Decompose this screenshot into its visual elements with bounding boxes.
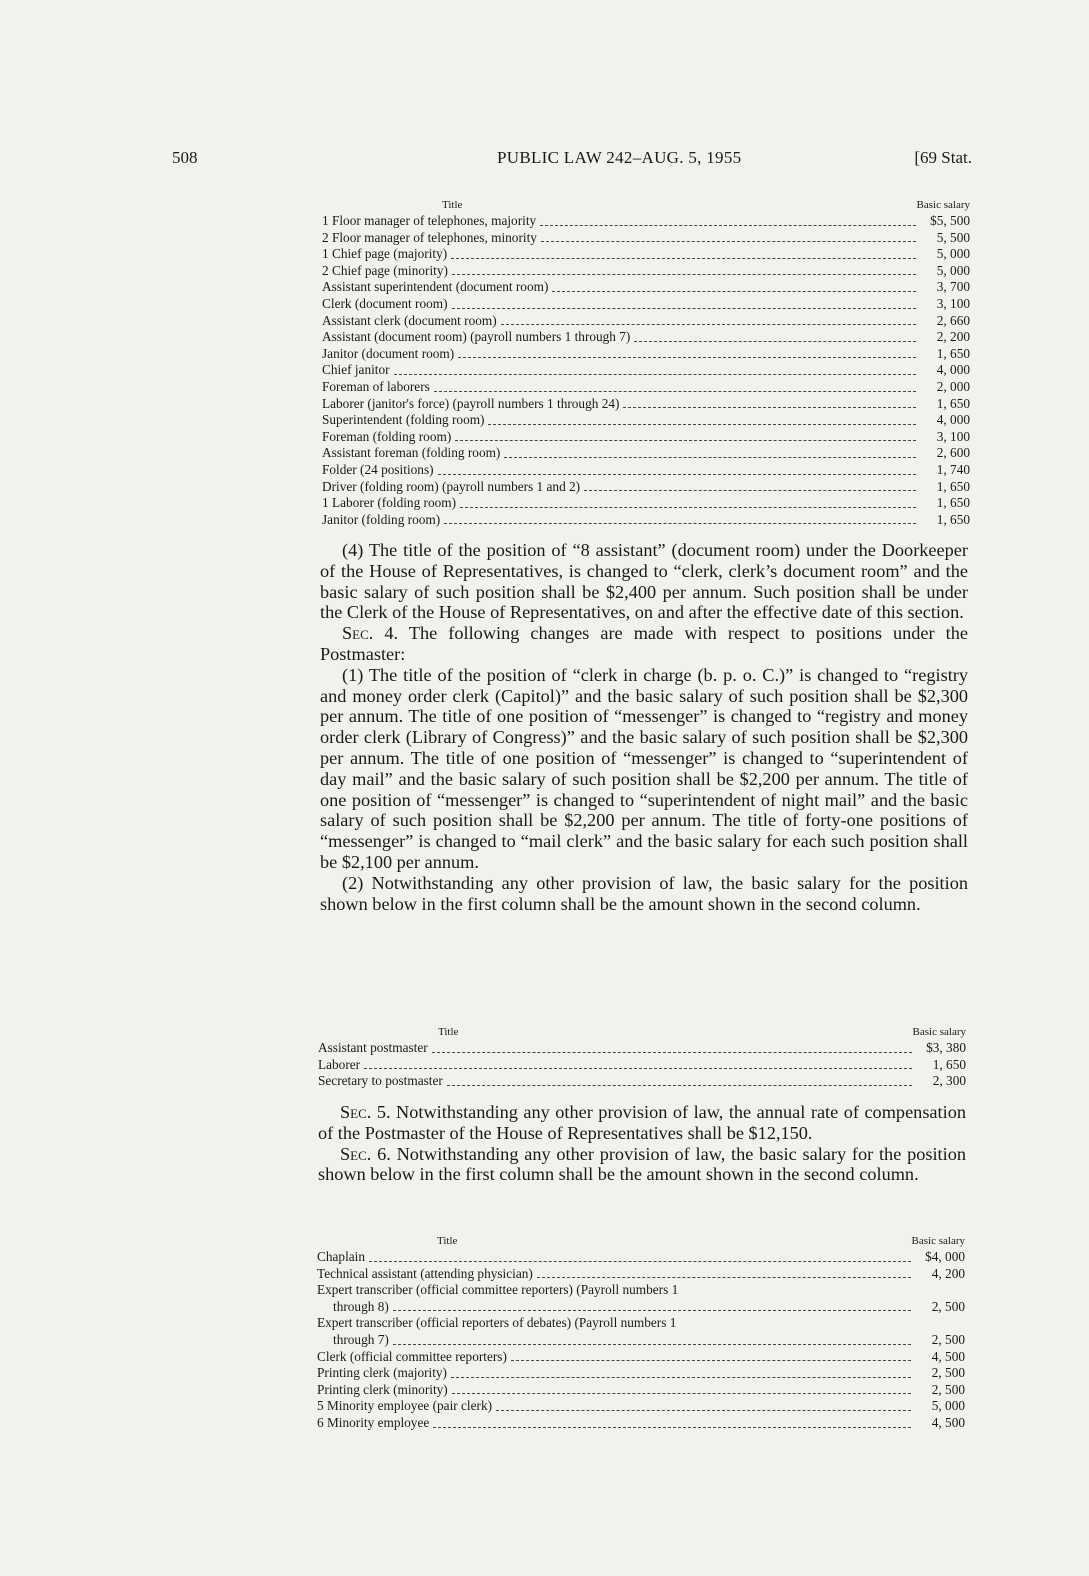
basic-salary: 1, 650 [932,1056,966,1072]
position-title: 1 Laborer (folding room) [322,495,457,511]
basic-salary: 4, 000 [936,362,970,378]
table-row [318,1057,966,1074]
position-title: Chaplain [317,1249,366,1264]
section-6-text: Notwithstanding any other provision of law, the basic salary for the position shown below in the first column shall be the amount shown in the second column. [318,1143,966,1185]
dot-leader [504,457,916,458]
dot-leader [393,1344,911,1345]
table-row [317,1398,965,1415]
table-row [322,246,970,263]
basic-salary: 5, 000 [936,246,970,262]
position-title: Folder (24 positions) [322,461,434,477]
table-row [322,479,970,496]
section-5 [318,1102,966,1144]
position-title: Printing clerk (majority) [317,1365,447,1381]
section-5-text: Notwithstanding any other provision of law, the annual rate of compensation of the Postmaster of the House of Representatives shall be $12,150. [318,1102,966,1143]
table-row [322,445,970,462]
position-title: Printing clerk (minority) [317,1381,448,1397]
position-title: Laborer (janitor's force) (payroll numbers 1 through 24) [322,395,620,411]
dot-leader [451,1377,911,1378]
basic-salary: 5, 500 [936,229,970,245]
basic-salary: 4, 500 [931,1414,965,1430]
basic-salary: 3, 100 [936,295,970,311]
position-title: Assistant clerk (document room) [322,312,497,328]
dot-leader [452,274,916,275]
table-row [322,362,970,379]
table-row [322,279,970,296]
basic-salary: 1, 740 [936,461,970,477]
dot-leader [496,1410,911,1411]
table-row [317,1382,965,1399]
position-title: Driver (folding room) (payroll numbers 1 and 2) [322,478,581,494]
table-row [322,379,970,396]
table-row [317,1349,965,1366]
page-header [172,148,972,172]
dot-leader [432,1052,912,1053]
basic-salary: 2, 500 [931,1331,965,1347]
position-title: Janitor (folding room) [322,511,441,527]
position-title: Foreman (folding room) [322,428,452,444]
position-title: Expert transcriber (official reporters of debates) (Payroll numbers 1 [317,1315,677,1331]
basic-salary: 2, 000 [936,378,970,394]
dot-leader [552,291,916,292]
table-row [322,329,970,346]
salary-table-3 [317,1234,965,1432]
basic-salary: $4, 000 [925,1249,965,1264]
section-6 [318,1144,966,1186]
dot-leader [455,440,916,441]
table-row [317,1282,965,1299]
table-row [318,1073,966,1090]
table-row-continuation [317,1299,965,1316]
dot-leader [460,507,916,508]
dot-leader [537,1277,911,1278]
column-salary-header: Basic salary [912,1026,966,1038]
dot-leader [452,1393,911,1394]
dot-leader [584,490,916,491]
basic-salary: 2, 600 [936,445,970,461]
table-row [322,296,970,313]
position-title: Chief janitor [322,362,390,378]
section-4-paragraph-2: (2) Notwithstanding any other provision of law, the basic salary for the position shown below in the first column shall be the amount shown in the second column. [320,872,968,914]
table-row [322,213,970,230]
dot-leader [433,1427,911,1428]
table-row [318,1040,966,1057]
column-title-header: Title [438,1026,459,1038]
page-number: 508 [172,148,198,167]
position-title: 2 Floor manager of telephones, minority [322,229,537,245]
dot-leader [540,225,916,226]
table-row-continuation [317,1332,965,1349]
table-row [317,1415,965,1432]
section-5-label: Sec. 5. [340,1102,391,1122]
table-header [322,198,970,213]
dot-leader [541,241,916,242]
position-title: Technical assistant (attending physician) [317,1265,533,1281]
section-4 [320,623,968,665]
section-4-label: Sec. 4. [342,623,399,644]
salary-table-2 [318,1025,966,1090]
table-header [317,1234,965,1249]
basic-salary: 1, 650 [936,495,970,511]
sections-5-6-block [318,1102,966,1185]
basic-salary: 3, 100 [936,428,970,444]
dot-leader [444,523,916,524]
dot-leader [393,1310,911,1311]
basic-salary: 2, 500 [931,1298,965,1314]
basic-salary: $5, 500 [930,213,970,228]
dot-leader [434,391,916,392]
dot-leader [501,324,916,325]
column-salary-header: Basic salary [916,199,970,211]
dot-leader [452,308,916,309]
table-row [322,313,970,330]
table-row [317,1266,965,1283]
position-title: Foreman of laborers [322,378,430,394]
column-title-header: Title [437,1235,458,1247]
basic-salary: 5, 000 [936,262,970,278]
paragraph-4-block [320,540,968,914]
position-title: Assistant superintendent (document room) [322,279,549,295]
basic-salary: 1, 650 [936,478,970,494]
table-row [322,429,970,446]
dot-leader [488,424,916,425]
basic-salary: 1, 650 [936,395,970,411]
table-row [322,462,970,479]
position-title: Assistant postmaster [318,1040,428,1055]
table-row [322,263,970,280]
table-row [317,1249,965,1266]
table-row [322,396,970,413]
position-title: 1 Floor manager of telephones, majority [322,213,537,228]
basic-salary: 4, 000 [936,412,970,428]
column-salary-header: Basic salary [911,1235,965,1247]
dot-leader [369,1261,911,1262]
position-title: Clerk (document room) [322,295,448,311]
section-4-paragraph-1: (1) The title of the position of “clerk in charge (b. p. o. C.)” is changed to “registry and money order clerk (Capitol)” and the basic salary of such position shall be $2,300 per annum. The title of one position of “messenger” is changed to “registry and money order clerk (Library of Congress)” and the basic salary of such position shall be $2,300 per annum. The title of one position of “messenger” is changed to “superintendent of day mail” and the basic salary of such position shall be $2,200 per annum. The title of one position of “messenger” is changed to “superintendent of night mail” and the basic salary of such position shall be $2,200 per annum. The title of forty-one positions of “messenger” is changed to “mail clerk” and the basic salary for each such position shall be $2,100 per annum. [320,664,968,872]
basic-salary: 3, 700 [936,279,970,295]
table-row [322,412,970,429]
position-title: 5 Minority employee (pair clerk) [317,1398,493,1414]
section-6-label: Sec. 6. [340,1143,391,1164]
basic-salary: 1, 650 [936,345,970,361]
basic-salary: 2, 500 [931,1365,965,1381]
dot-leader [447,1085,912,1086]
paragraph-4: (4) The title of the position of “8 assistant” (document room) under the Doorkeeper of the House of Representatives, is changed to “clerk, clerk’s document room” and the basic salary of such position shall be $2,400 per annum. Such position shall be under the Clerk of the House of Representatives, on and after the effective date of this section. [320,540,968,623]
dot-leader [511,1360,911,1361]
position-title-continued: through 7) [333,1331,389,1347]
position-title: Clerk (official committee reporters) [317,1348,507,1364]
section-4-text: The following changes are made with respect to positions under the Postmaster: [320,623,968,664]
position-title: 1 Chief page (majority) [322,246,448,262]
dot-leader [438,474,916,475]
position-title-continued: through 8) [333,1298,389,1314]
position-title: Secretary to postmaster [318,1073,443,1089]
statute-reference: [69 Stat. [914,148,972,167]
table-row [322,346,970,363]
basic-salary: 4, 500 [931,1348,965,1364]
dot-leader [394,374,916,375]
table-row [322,495,970,512]
position-title: 6 Minority employee [317,1414,430,1430]
position-title: 2 Chief page (minority) [322,262,448,278]
dot-leader [458,357,916,358]
basic-salary: 2, 300 [932,1073,966,1089]
table-row [317,1315,965,1332]
dot-leader [623,407,916,408]
dot-leader [364,1068,912,1069]
basic-salary: $3, 380 [926,1040,966,1055]
dot-leader [634,341,916,342]
basic-salary: 4, 200 [931,1265,965,1281]
basic-salary: 2, 660 [936,312,970,328]
table-row [317,1365,965,1382]
position-title: Assistant (document room) (payroll numbers 1 through 7) [322,329,631,345]
basic-salary: 2, 200 [936,329,970,345]
basic-salary: 2, 500 [931,1381,965,1397]
column-title-header: Title [442,199,463,211]
basic-salary: 5, 000 [931,1398,965,1414]
position-title: Janitor (document room) [322,345,455,361]
basic-salary: 1, 650 [936,511,970,527]
position-title: Laborer [318,1056,361,1072]
position-title: Superintendent (folding room) [322,412,485,428]
position-title: Expert transcriber (official committee reporters) (Payroll numbers 1 [317,1282,679,1298]
table-header [318,1025,966,1040]
salary-table-1 [322,198,970,528]
dot-leader [451,258,916,259]
position-title: Assistant foreman (folding room) [322,445,501,461]
table-row [322,512,970,529]
table-row [322,230,970,247]
running-title: PUBLIC LAW 242–AUG. 5, 1955 [497,148,742,167]
